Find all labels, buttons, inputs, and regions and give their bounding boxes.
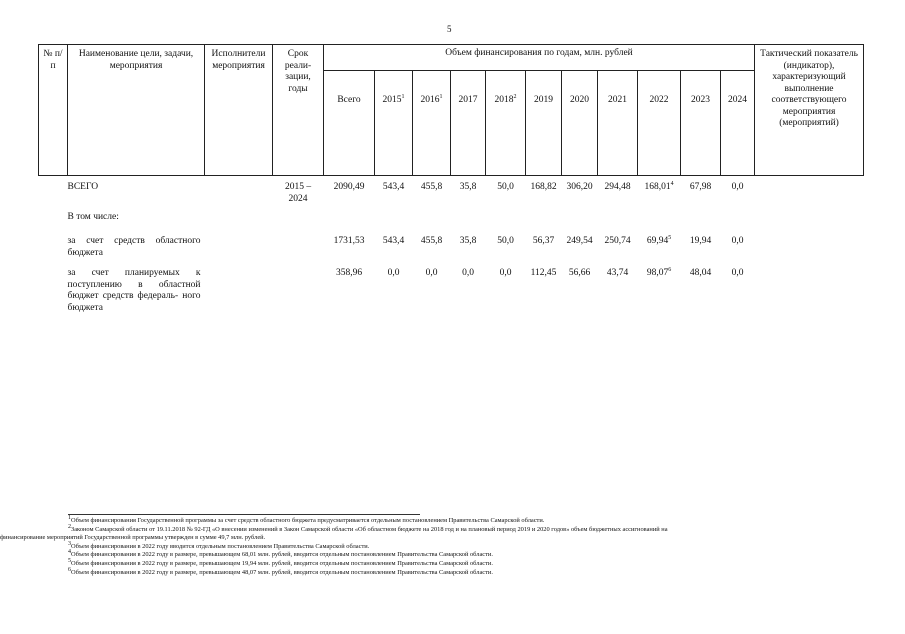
table-row-regional <box>39 228 864 262</box>
footnote-5: $^5$Объем финансирования в 2022 году в размере, превышающем 19,94 млн. рублей, вводится отдельным постановлением Правительства Самарской области. <box>68 557 493 567</box>
cell-2015: 543,4 <box>382 236 405 246</box>
cell-2016: 455,8 <box>420 182 443 192</box>
cell-2021: 294,48 <box>604 182 631 192</box>
cell-2018: 50,0 <box>497 182 514 192</box>
table-row-total <box>39 176 864 209</box>
table-row-federal <box>39 262 864 314</box>
cell-2022: 168,01$^4$ <box>644 180 674 192</box>
footnote-6: $^6$Объем финансирования в 2022 году в размере, превышающем 48,07 млн. рублей, вводится отдельным постановлением Правительства Самарской области. <box>68 566 493 576</box>
cell-2020: 249,54 <box>566 236 593 246</box>
header-year-2023: 2023 <box>681 71 721 176</box>
cell-total: 2090,49 <box>333 182 365 192</box>
header-year-2016: 2016$^1$ <box>413 71 451 176</box>
footnote-1: $^1$Объем финансирования Государственной программы за счет средств областного бюджета предусматривается отдельным постановлением Правительства Самарской области. <box>68 514 545 524</box>
footnote-divider <box>68 514 420 515</box>
cell-2019: 56,37 <box>532 236 555 246</box>
cell-2023: 67,98 <box>689 182 712 192</box>
header-year-2022: 2022 <box>638 71 681 176</box>
row-name: за счет планируемых к поступлению в областной бюджет средств федераль- ного бюджета <box>67 268 201 313</box>
funding-table <box>38 44 864 314</box>
cell-2015: 0,0 <box>387 268 400 278</box>
cell-2024: 0,0 <box>731 182 744 192</box>
cell-2023: 19,94 <box>689 236 712 246</box>
cell-2018: 50,0 <box>497 236 514 246</box>
cell-2016: 0,0 <box>425 268 438 278</box>
footnote-4: $^4$Объем финансирования в 2022 году в размере, превышающем 68,01 млн. рублей, вводится отдельным постановлением Правительства Самарской области. <box>68 549 493 559</box>
footnotes <box>0 514 870 577</box>
header-year-total: Всего <box>324 71 375 176</box>
header-term: Срок реали- зации, годы <box>273 45 324 176</box>
cell-2016: 455,8 <box>420 236 443 246</box>
cell-2022: 69,94$^5$ <box>646 234 672 246</box>
footnote-3: $^3$Объем финансирования в 2022 году вводится отдельным постановлением Правительства Самарской области. <box>68 540 370 550</box>
cell-2024: 0,0 <box>731 236 744 246</box>
cell-2021: 250,74 <box>604 236 631 246</box>
cell-2020: 56,66 <box>568 268 591 278</box>
cell-2017: 35,8 <box>459 236 477 246</box>
cell-2015: 543,4 <box>382 182 405 192</box>
header-year-2017: 2017 <box>451 71 486 176</box>
header-funding: Объем финансирования по годам, млн. рублей <box>324 45 755 71</box>
row-name: ВСЕГО <box>67 182 99 192</box>
header-year-2019: 2019 <box>526 71 562 176</box>
header-indicator: Тактический показатель (индикатор), характеризующий выполнение соответствующего мероприятия (мероприятий) <box>755 45 864 176</box>
header-year-2024: 2024 <box>721 71 755 176</box>
header-year-2015: 2015$^1$ <box>375 71 413 176</box>
header-num: № п/п <box>39 45 68 176</box>
cell-2018: 0,0 <box>499 268 512 278</box>
cell-2019: 168,82 <box>530 182 557 192</box>
cell-2017: 35,8 <box>459 182 477 192</box>
page-number: 5 <box>447 24 452 34</box>
cell-2024: 0,0 <box>731 268 744 278</box>
cell-2022: 98,07$^6$ <box>646 266 672 278</box>
header-executors: Исполнители мероприятия <box>205 45 273 176</box>
cell-total: 358,96 <box>335 268 363 278</box>
cell-total: 1731,53 <box>333 236 365 246</box>
cell-2023: 48,04 <box>689 268 712 278</box>
header-name: Наименование цели, задачи, мероприятия <box>68 45 205 176</box>
cell-2021: 43,74 <box>606 268 629 278</box>
header-year-2020: 2020 <box>562 71 598 176</box>
cell-2020: 306,20 <box>566 182 593 192</box>
row-name: за счет средств областного бюджета <box>67 236 201 258</box>
cell-2019: 112,45 <box>530 268 557 278</box>
cell-2017: 0,0 <box>462 268 474 278</box>
table-row-including <box>39 208 864 228</box>
header-year-2018: 2018$^2$ <box>486 71 526 176</box>
row-name: В том числе: <box>67 212 119 222</box>
row-term: 2015 – 2024 <box>284 182 312 204</box>
footnote-2: $^2$Законом Самарской области от 19.11.2018 № 92-ГД «О внесении изменений в Закон Самарской области «Об областном бюджете на 2018 год и на плановый период 2019 и 2020 годов» объем бюджетных ассигнований на финансирование мероприятий Государственной программы утвержден в сумме 49,7 млн. рублей. <box>0 523 668 542</box>
header-year-2021: 2021 <box>598 71 638 176</box>
